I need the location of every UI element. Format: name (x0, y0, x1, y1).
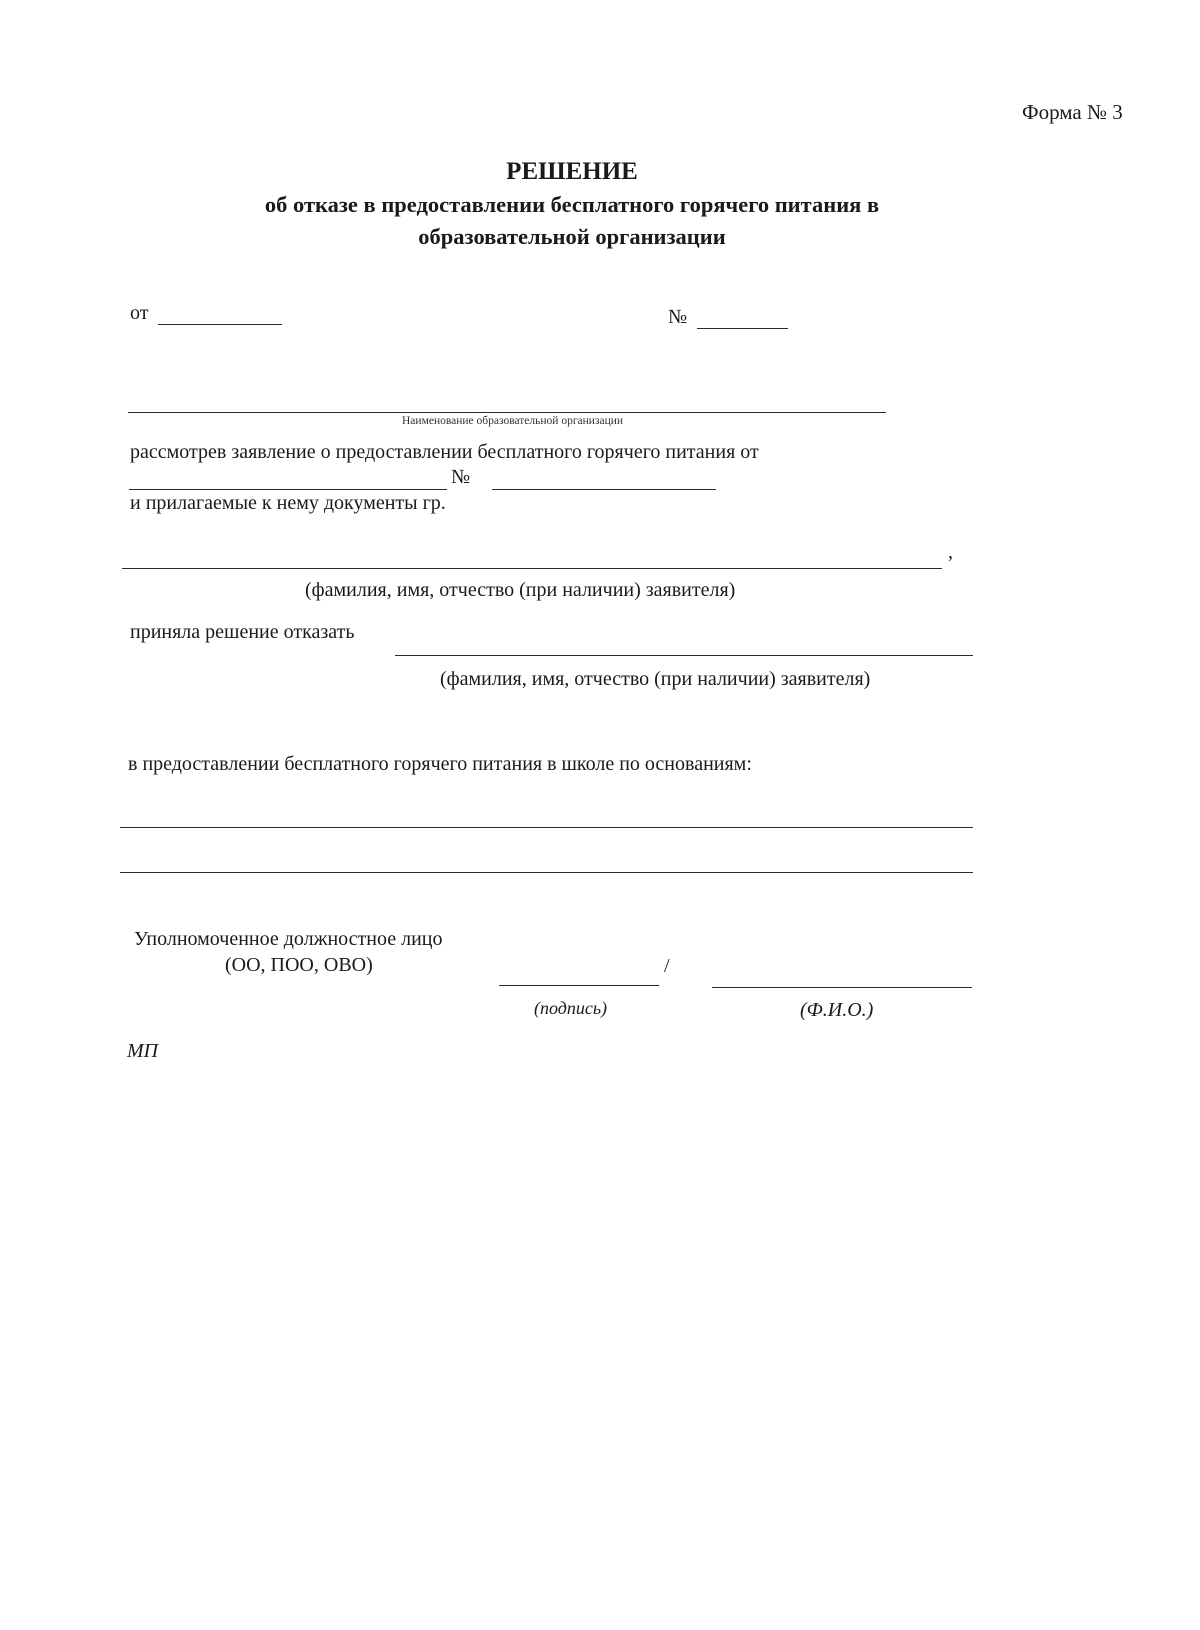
attached-documents-text: и прилагаемые к нему документы гр. (130, 492, 446, 514)
official-title: Уполномоченное должностное лицо (134, 928, 443, 950)
document-title: РЕШЕНИЕ (506, 158, 638, 185)
grounds-text: в предоставлении бесплатного горячего питания в школе по основаниям: (128, 753, 752, 775)
document-subtitle-line2: образовательной организации (418, 224, 726, 249)
refused-applicant-caption: (фамилия, имя, отчество (при наличии) заявителя) (440, 668, 871, 690)
number-field[interactable] (697, 328, 788, 329)
grounds-field-line1[interactable] (120, 827, 973, 828)
full-name-field[interactable] (712, 987, 972, 988)
organization-name-field[interactable] (128, 412, 886, 413)
applicant-name-caption: (фамилия, имя, отчество (при наличии) заявителя) (305, 579, 736, 601)
signature-separator: / (664, 955, 670, 977)
full-name-caption: (Ф.И.О.) (800, 999, 874, 1021)
date-field[interactable] (158, 324, 282, 325)
form-number: Форма № 3 (1022, 100, 1123, 124)
signature-caption: (подпись) (534, 998, 608, 1018)
application-date-field[interactable] (129, 489, 447, 490)
stamp-placeholder: МП (127, 1040, 159, 1062)
number-label: № (668, 306, 688, 328)
refused-applicant-field[interactable] (395, 655, 973, 656)
organization-name-caption: Наименование образовательной организации (402, 415, 624, 427)
signature-field[interactable] (499, 985, 659, 986)
application-number-field[interactable] (492, 489, 716, 490)
date-label: от (130, 302, 149, 324)
official-organization-types: (ОО, ПОО, ОВО) (225, 954, 373, 976)
document-subtitle-line1: об отказе в предоставлении бесплатного горячего питания в (264, 192, 880, 217)
application-number-label: № (451, 466, 471, 488)
grounds-field-line2[interactable] (120, 872, 973, 873)
considered-application-text: рассмотрев заявление о предоставлении бесплатного горячего питания от (130, 441, 759, 463)
applicant-name-field[interactable] (122, 568, 942, 569)
comma-mark: , (948, 541, 953, 563)
decision-text: приняла решение отказать (130, 621, 355, 643)
